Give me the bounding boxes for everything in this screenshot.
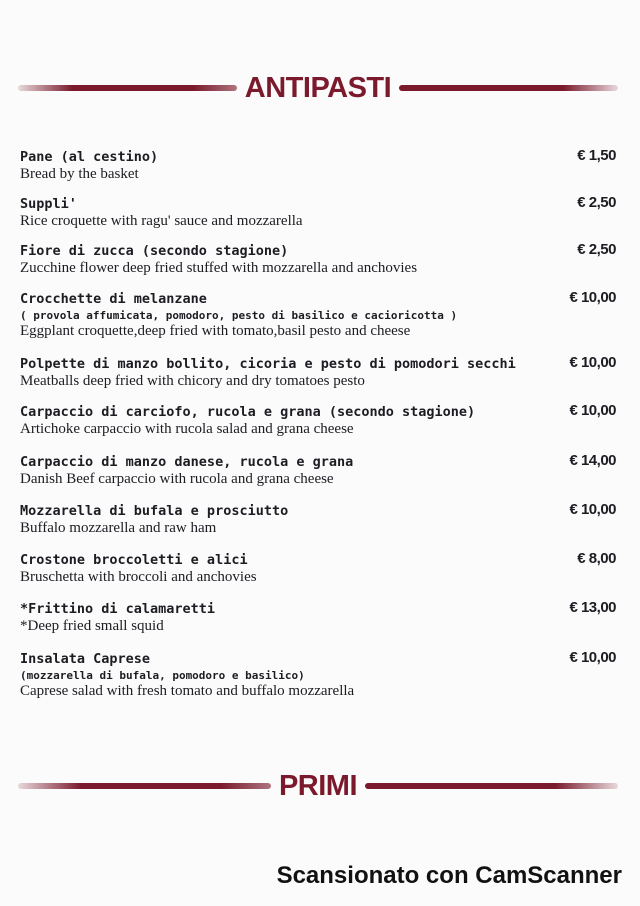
item-description: Zucchine flower deep fried stuffed with mozzarella and anchovies	[20, 260, 418, 276]
item-price: € 10,00	[569, 289, 616, 306]
item-name: Insalata Caprese	[20, 651, 151, 667]
item-name: Fiore di zucca (secondo stagione)	[20, 243, 289, 259]
section-header-antipasti	[18, 66, 618, 110]
item-name: Polpette di manzo bollito, cicoria e pesto di pomodori secchi	[20, 356, 516, 372]
section-title: ANTIPASTI	[244, 71, 392, 104]
item-description: Buffalo mozzarella and raw ham	[20, 520, 217, 536]
menu-item	[20, 503, 620, 537]
item-description: Eggplant croquette,deep fried with tomato,basil pesto and cheese	[20, 323, 411, 339]
section-header-primi	[18, 764, 618, 808]
menu-item	[20, 196, 620, 230]
item-ingredients: (mozzarella di bufala, pomodoro e basilico)	[20, 669, 305, 682]
item-price: € 2,50	[577, 241, 616, 258]
menu-item	[20, 356, 620, 390]
item-price: € 1,50	[577, 147, 616, 164]
item-name: Carpaccio di carciofo, rucola e grana (secondo stagione)	[20, 404, 476, 420]
item-name: Suppli'	[20, 196, 77, 212]
item-description: Meatballs deep fried with chicory and dry tomatoes pesto	[20, 373, 365, 389]
item-description: Bread by the basket	[20, 166, 139, 182]
item-name: *Frittino di calamaretti	[20, 601, 216, 617]
brush-stroke-left	[18, 783, 271, 789]
item-price: € 10,00	[569, 649, 616, 666]
menu-item	[20, 404, 620, 438]
item-price: € 8,00	[577, 550, 616, 567]
item-description: Bruschetta with broccoli and anchovies	[20, 569, 257, 585]
menu-item	[20, 601, 620, 635]
section-title: PRIMI	[278, 769, 358, 802]
brush-stroke-right	[399, 85, 618, 91]
item-name: Crostone broccoletti e alici	[20, 552, 248, 568]
item-description: Artichoke carpaccio with rucola salad and grana cheese	[20, 421, 354, 437]
item-name: Mozzarella di bufala e prosciutto	[20, 503, 289, 519]
item-name: Crocchette di melanzane	[20, 291, 207, 307]
menu-item	[20, 291, 620, 340]
item-ingredients: ( provola affumicata, pomodoro, pesto di basilico e cacioricotta )	[20, 309, 458, 322]
menu-item	[20, 552, 620, 586]
item-price: € 10,00	[569, 354, 616, 371]
item-price: € 14,00	[569, 452, 616, 469]
menu-item	[20, 243, 620, 277]
item-description: *Deep fried small squid	[20, 618, 164, 634]
menu-item	[20, 454, 620, 488]
item-description: Rice croquette with ragu' sauce and mozzarella	[20, 213, 303, 229]
menu-item	[20, 651, 620, 700]
menu-item	[20, 149, 620, 183]
brush-stroke-left	[18, 85, 237, 91]
item-price: € 2,50	[577, 194, 616, 211]
item-price: € 10,00	[569, 402, 616, 419]
brush-stroke-right	[365, 783, 618, 789]
item-description: Caprese salad with fresh tomato and buffalo mozzarella	[20, 683, 355, 699]
item-name: Carpaccio di manzo danese, rucola e grana	[20, 454, 354, 470]
camscanner-watermark: Scansionato con CamScanner	[276, 862, 622, 889]
item-price: € 13,00	[569, 599, 616, 616]
item-name: Pane (al cestino)	[20, 149, 159, 165]
item-price: € 10,00	[569, 501, 616, 518]
item-description: Danish Beef carpaccio with rucola and grana cheese	[20, 471, 334, 487]
